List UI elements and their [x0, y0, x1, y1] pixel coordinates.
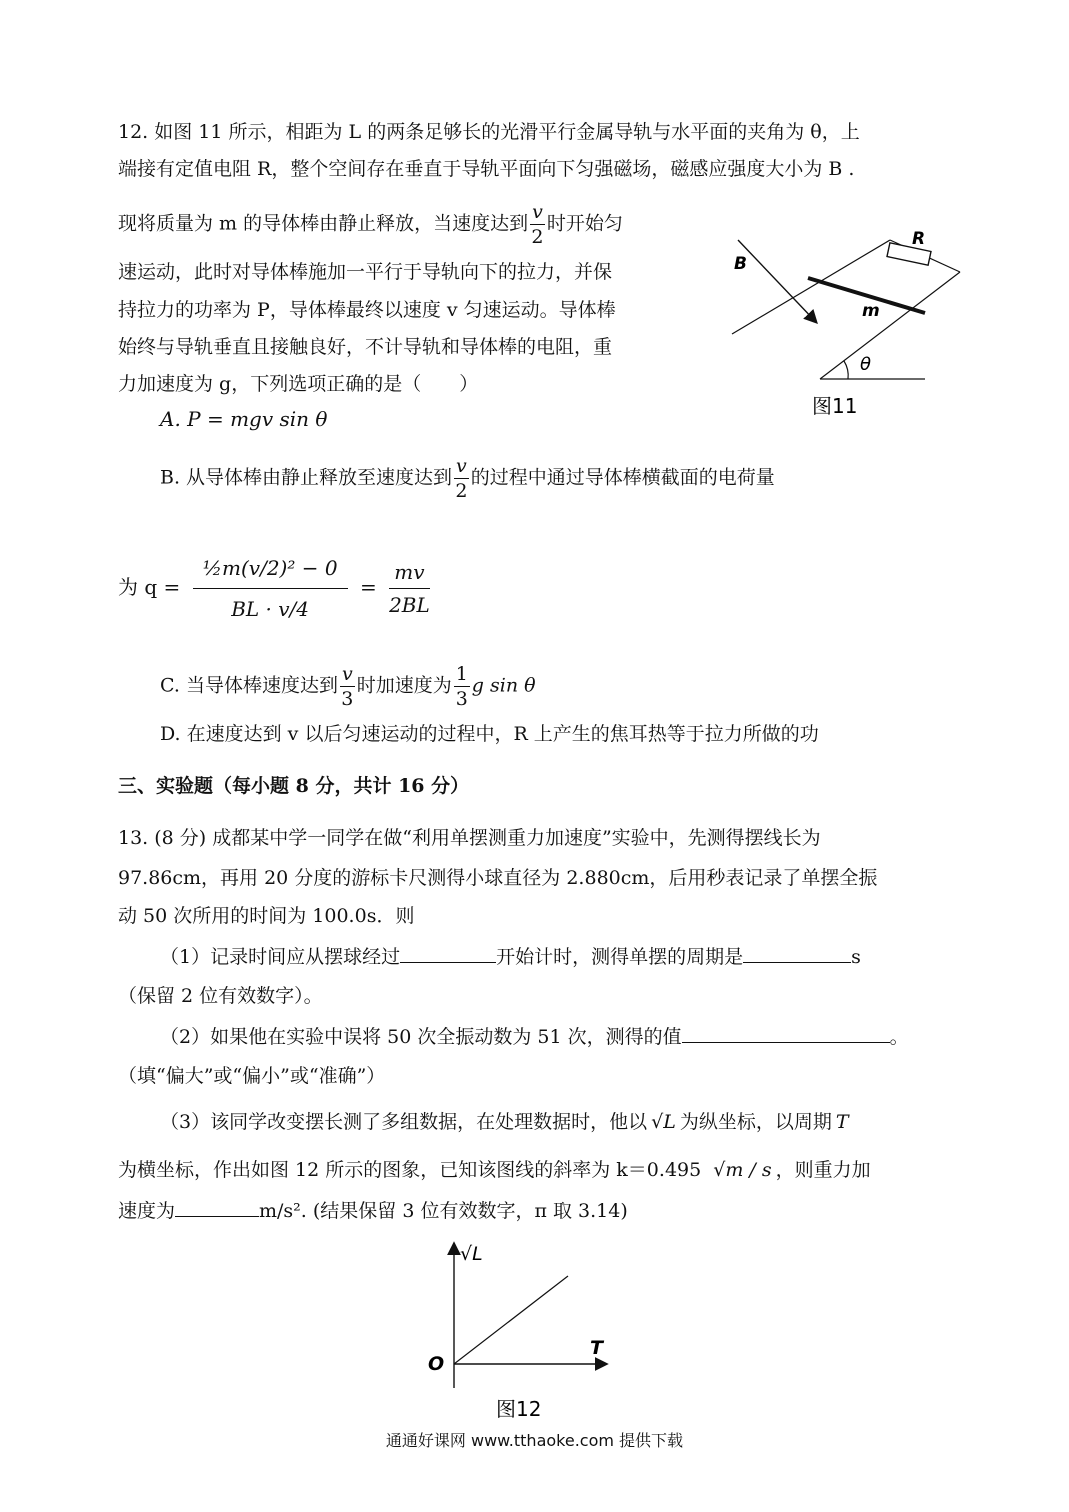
q13-part1-note: （保留 2 位有效数字）。 [118, 985, 323, 1007]
q13-part3-line1 [160, 1108, 849, 1136]
graph-line [454, 1276, 568, 1364]
label-R: R [912, 229, 926, 249]
q13-part1 [160, 942, 861, 971]
part1-unit: s [851, 946, 861, 968]
part3-text-a: （3）该同学改变摆长测了多组数据，在处理数据时，他以 [160, 1111, 648, 1133]
answer-blank-position[interactable] [400, 942, 496, 963]
part3-text-e: 速度为 [118, 1200, 176, 1222]
q12-line3 [118, 200, 623, 249]
option-b-line1 [160, 454, 775, 503]
q13-part2-note: （填“偏大”或“偏小”或“准确”） [118, 1065, 386, 1087]
y-axis-label: √L [460, 1243, 483, 1265]
figure-12 [420, 1238, 620, 1428]
frac-numerator: v [341, 663, 353, 685]
option-b-text-a: B. 从导体棒由静止释放至速度达到 [160, 466, 453, 489]
q13-line3: 动 50 次所用的时间为 100.0s．则 [118, 905, 415, 927]
slope-unit: √m / s [713, 1159, 772, 1181]
figure-12-caption: 图12 [496, 1397, 542, 1421]
q12-line1: 12. 如图 11 所示，相距为 L 的两条足够长的光滑平行金属导轨与水平面的夹角为 θ，上 [118, 121, 860, 143]
option-d: D. 在速度达到 v 以后匀速运动的过程中，R 上产生的焦耳热等于拉力所做的功 [160, 723, 819, 745]
formula-result-numerator: mv [389, 556, 430, 589]
angle-arc [844, 361, 848, 379]
q13-line2: 97.86cm，再用 20 分度的游标卡尺测得小球直径为 2.880cm，后用秒表记录了单摆全振 [118, 867, 878, 889]
q13-part2 [160, 1022, 909, 1051]
formula-result-denominator: 2BL [389, 593, 430, 617]
answer-blank-gravity[interactable] [175, 1196, 259, 1217]
part3-text-c: 为横坐标，作出如图 12 所示的图象，已知该图线的斜率为 k＝0.495 [118, 1159, 702, 1181]
frac-denominator: 2 [531, 226, 544, 248]
label-B: B [734, 254, 747, 274]
q12-line3-text-a: 现将质量为 m 的导体棒由静止释放，当速度达到 [118, 212, 529, 235]
figure-11 [720, 222, 980, 422]
magnetic-field-arrow [738, 240, 816, 322]
formula-denominator: BL · v/4 [231, 597, 310, 621]
option-b-formula [118, 548, 436, 629]
q13-part3-line3 [118, 1196, 628, 1225]
option-b-text-b: 的过程中通过导体棒横截面的电荷量 [470, 466, 775, 489]
part1-text-a: （1）记录时间应从摆球经过 [160, 946, 401, 968]
frac-numerator: v [532, 201, 543, 223]
fraction-1-over-3 [454, 662, 470, 711]
part3-text-d: ，则重力加 [775, 1159, 871, 1181]
q13-part3-line2 [118, 1156, 871, 1184]
q12-line2: 端接有定值电阻 R，整个空间存在垂直于导轨平面向下匀强磁场，磁感应强度大小为 B . [118, 158, 855, 180]
formula-equals: = [359, 575, 377, 599]
fraction-v-over-2 [530, 200, 545, 249]
part2-text-b: 。 [889, 1026, 909, 1048]
part2-text-a: （2）如果他在实验中误将 50 次全振动数为 51 次，测得的值 [160, 1026, 682, 1048]
formula-numerator: ½m(v/2)² − 0 [193, 548, 348, 589]
footer-source: 通通好课网 www.tthaoke.com 提供下载 [385, 1431, 684, 1450]
label-m: m [862, 301, 880, 321]
origin-label: O [428, 1353, 445, 1375]
frac-denominator: 3 [455, 688, 468, 710]
x-axis-label: T [590, 1337, 603, 1359]
formula-main-fraction [193, 548, 348, 629]
q12-line6: 始终与导轨垂直且接触良好，不计导轨和导体棒的电阻，重 [118, 336, 613, 358]
q12-line7: 力加速度为 g，下列选项正确的是（ ） [118, 373, 479, 395]
frac-numerator: 1 [455, 663, 468, 685]
option-c-text-c: g sin θ [471, 674, 536, 697]
fraction-v-over-3 [340, 662, 355, 711]
q13-line1: 13. (8 分) 成都某中学一同学在做“利用单摆测重力加速度”实验中，先测得摆线长为 [118, 827, 821, 849]
q12-line4: 速运动，此时对导体棒施加一平行于导轨向下的拉力，并保 [118, 261, 613, 283]
label-theta: θ [860, 354, 872, 375]
period-T: T [835, 1111, 849, 1133]
frac-denominator: 3 [341, 688, 354, 710]
option-a: A. P = mgv sin θ [160, 407, 328, 431]
answer-blank-period[interactable] [743, 942, 851, 963]
frac-numerator: v [456, 455, 467, 477]
frac-denominator: 2 [455, 480, 468, 502]
q12-line5: 持拉力的功率为 P，导体棒最终以速度 v 匀速运动。导体棒 [118, 299, 616, 321]
option-c-text-b: 时加速度为 [356, 674, 452, 697]
option-c-text-a: C. 当导体棒速度达到 [160, 674, 338, 697]
q12-line3-text-b: 时开始匀 [546, 212, 623, 235]
part3-text-b: 为纵坐标，以周期 [679, 1111, 832, 1133]
formula-result-fraction [389, 556, 430, 621]
part1-text-b: 开始计时，测得单摆的周期是 [496, 946, 744, 968]
option-c [160, 662, 536, 711]
section-3-heading: 三、实验题（每小题 8 分，共计 16 分） [118, 775, 470, 797]
figure-11-caption: 图11 [812, 394, 858, 418]
answer-blank-measured[interactable] [682, 1022, 890, 1043]
sqrt-L: √L [651, 1111, 676, 1133]
formula-prefix: 为 q = [118, 575, 181, 599]
fraction-v-over-2 [454, 454, 469, 503]
part3-text-f: m/s². (结果保留 3 位有效数字，π 取 3.14) [259, 1200, 628, 1222]
